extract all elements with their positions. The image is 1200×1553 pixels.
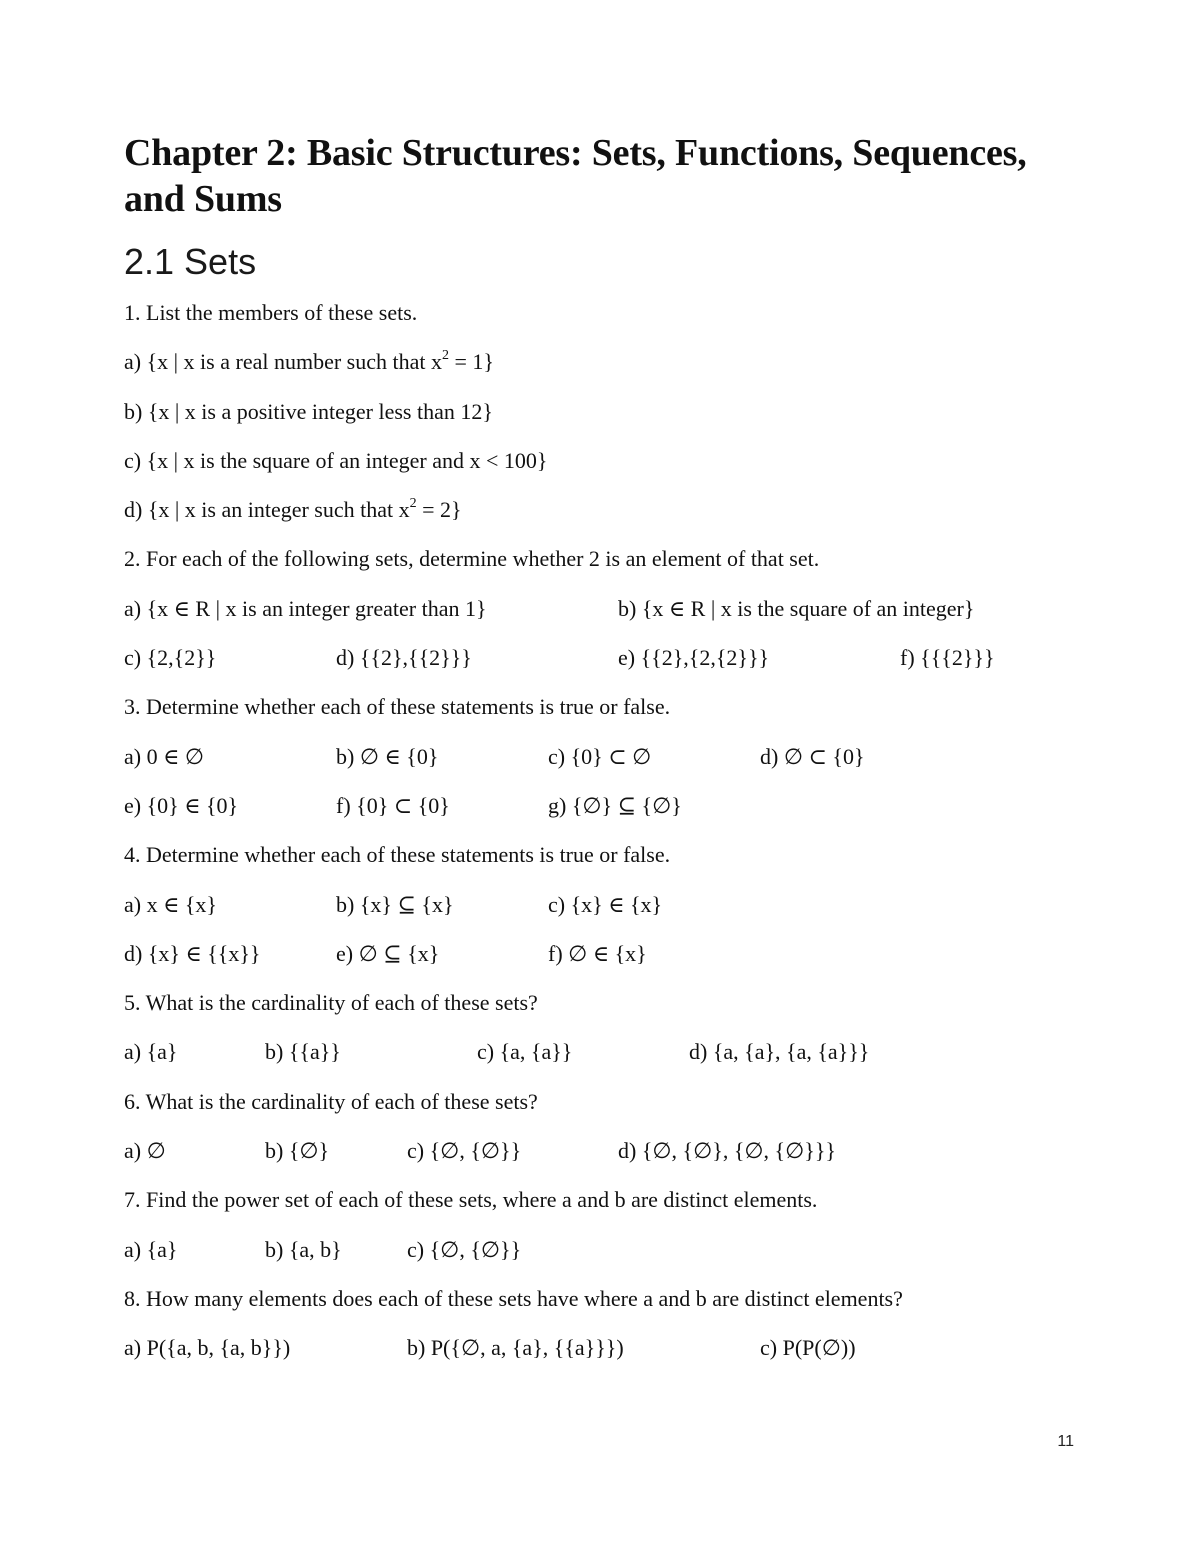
q6-row1 — [124, 1126, 1084, 1175]
q1-prompt: 1. List the members of these sets. — [124, 300, 418, 325]
q1-d: d) {x | x is an integer such that $x^2 = 2$} — [124, 495, 462, 523]
q8-b: b) P({∅, a, {a}, {{a}}}) — [407, 1335, 624, 1361]
q5-c: c) {a, {a}} — [477, 1039, 573, 1065]
chapter-title-line1: Chapter 2: Basic Structures: Sets, Functions, Sequences, — [124, 132, 1027, 174]
q2-c: c) {2,{2}} — [124, 645, 217, 671]
q4-b: b) {x} ⊆ {x} — [336, 891, 454, 917]
q6-prompt: 6. What is the cardinality of each of these sets? — [124, 1088, 538, 1114]
chapter-title-line2: and Sums — [124, 178, 282, 220]
q7-b: b) {a, b} — [265, 1236, 342, 1262]
q6-c: c) {∅, {∅}} — [407, 1138, 522, 1164]
q8-prompt: 8. How many elements does each of these sets have where a and b are distinct elements? — [124, 1285, 903, 1311]
q2-row2 — [124, 633, 1084, 682]
q4-row2 — [124, 929, 1084, 978]
q4-d: d) {x} ∈ {{x}} — [124, 940, 261, 966]
q1-a: a) {x | x is a real number such that $x^2 = 1$} — [124, 347, 494, 375]
q4-a: a) x ∈ {x} — [124, 891, 217, 917]
q8-a: a) P({a, b, {a, b}}) — [124, 1335, 291, 1361]
q2-row1 — [124, 584, 1084, 633]
q2-prompt: 2. For each of the following sets, determine whether 2 is an element of that set. — [124, 546, 820, 572]
q2-f: f) {{{2}}} — [900, 645, 995, 671]
q3-d: d) ∅ ⊂ {0} — [760, 743, 865, 769]
q7-prompt: 7. Find the power set of each of these sets, where a and b are distinct elements. — [124, 1187, 818, 1213]
section-title: 2.1 Sets — [124, 241, 257, 282]
q3-prompt: 3. Determine whether each of these statements is true or false. — [124, 694, 671, 720]
q1-b: b) {x | x is a positive integer less than 12} — [124, 398, 493, 424]
q8-row1 — [124, 1323, 1084, 1372]
q3-row2 — [124, 781, 1084, 830]
q3-f: f) {0} ⊂ {0} — [336, 792, 450, 818]
q5-a: a) {a} — [124, 1039, 178, 1065]
q3-c: c) {0} ⊂ ∅ — [548, 743, 652, 769]
page-number: 11 — [1057, 1433, 1074, 1450]
document-page — [124, 130, 1084, 1373]
q3-row1 — [124, 732, 1084, 781]
q5-b: b) {{a}} — [265, 1039, 341, 1065]
q3-b: b) ∅ ∈ {0} — [336, 743, 439, 769]
q6-a: a) ∅ — [124, 1138, 166, 1164]
q6-b: b) {∅} — [265, 1138, 330, 1164]
q1-c: c) {x | x is the square of an integer and x < 100} — [124, 447, 548, 473]
q6-d: d) {∅, {∅}, {∅, {∅}}} — [618, 1138, 836, 1164]
q4-e: e) ∅ ⊆ {x} — [336, 940, 440, 966]
q3-a: a) 0 ∈ ∅ — [124, 743, 205, 769]
q5-d: d) {a, {a}, {a, {a}}} — [689, 1039, 870, 1065]
q2-d: d) {{2},{{2}}} — [336, 645, 472, 671]
q4-c: c) {x} ∈ {x} — [548, 891, 663, 917]
q5-prompt: 5. What is the cardinality of each of these sets? — [124, 990, 538, 1016]
q4-prompt: 4. Determine whether each of these statements is true or false. — [124, 842, 671, 868]
q2-b: b) {x ∈ R | x is the square of an integer} — [618, 595, 975, 621]
q7-a: a) {a} — [124, 1236, 178, 1262]
q7-row1 — [124, 1225, 1084, 1274]
q8-c: c) P(P(∅)) — [760, 1335, 856, 1361]
q3-e: e) {0} ∈ {0} — [124, 792, 239, 818]
q2-a: a) {x ∈ R | x is an integer greater than 1} — [124, 595, 487, 621]
q4-row1 — [124, 880, 1084, 929]
chapter-title — [124, 130, 1084, 222]
q5-row1 — [124, 1027, 1084, 1076]
q2-e: e) {{2},{2,{2}}} — [618, 645, 770, 671]
q4-f: f) ∅ ∈ {x} — [548, 940, 647, 966]
q7-c: c) {∅, {∅}} — [407, 1236, 522, 1262]
q3-g: g) {∅} ⊆ {∅} — [548, 792, 682, 818]
